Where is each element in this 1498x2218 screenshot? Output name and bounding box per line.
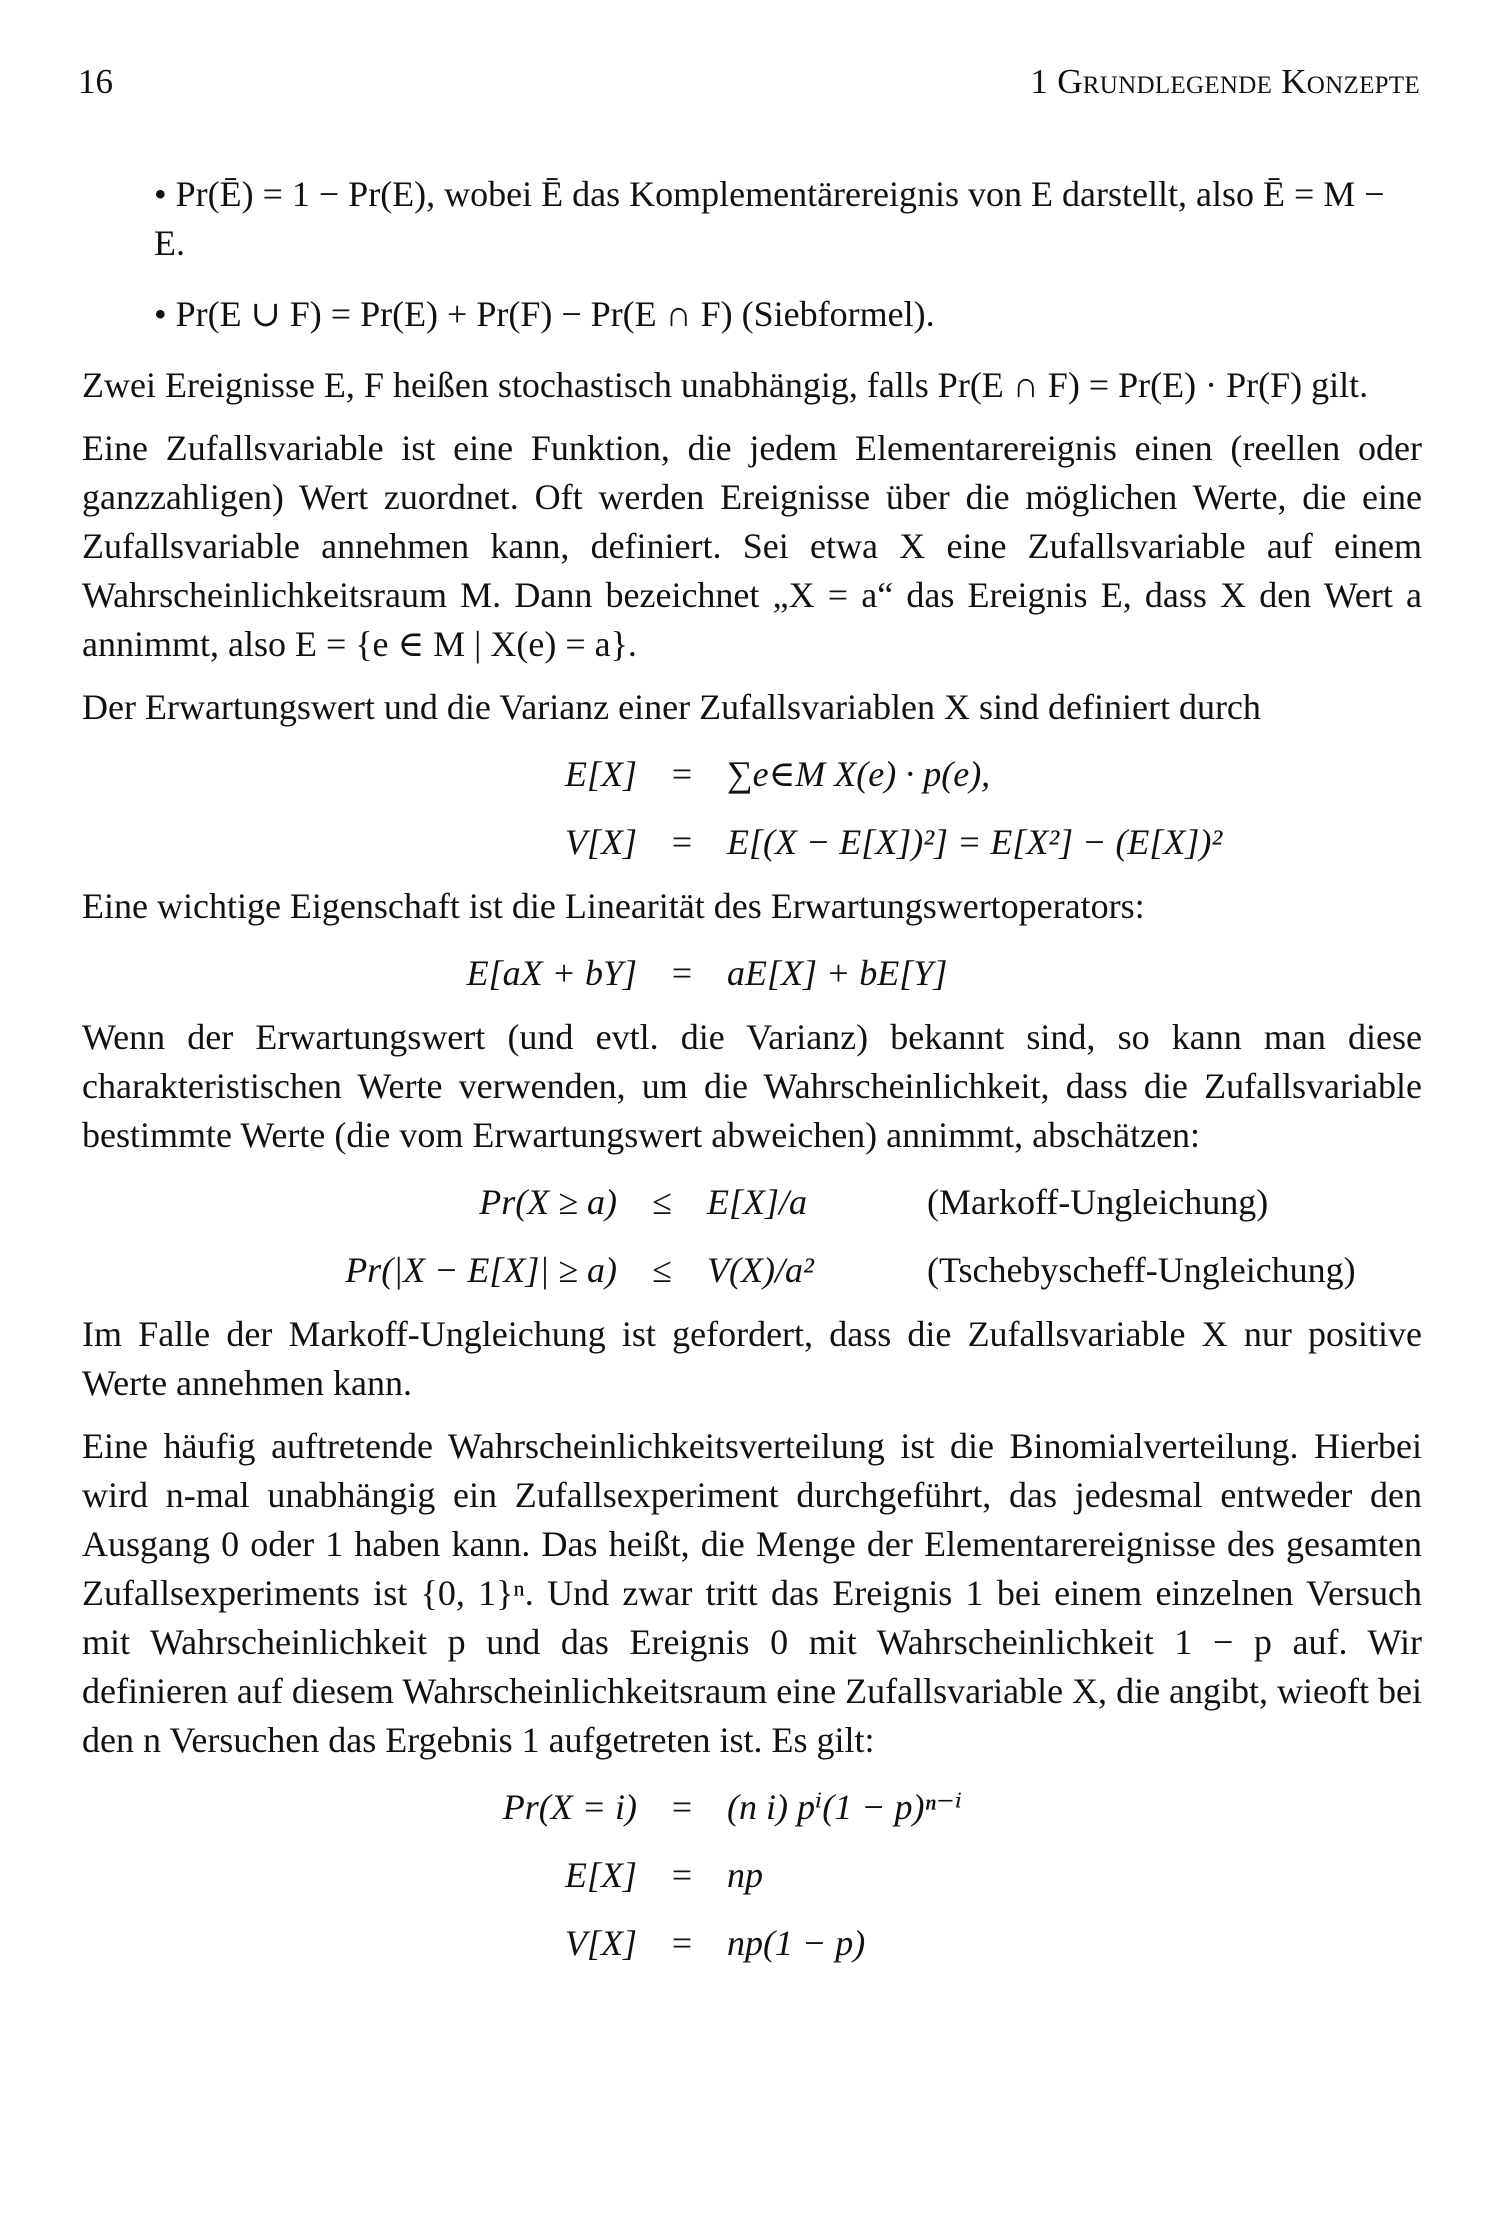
eq-rhs: np(1 − p) bbox=[727, 1923, 866, 1963]
page-body bbox=[82, 170, 1422, 1983]
eq-note: (Tschebyscheff-Ungleichung) bbox=[927, 1250, 1356, 1290]
eq-op: = bbox=[671, 953, 693, 993]
eq-op: ≤ bbox=[652, 1182, 672, 1222]
eq-lhs: E[X] bbox=[565, 754, 637, 794]
bullet-text: • Pr(Ē) = 1 − Pr(E), wobei Ē das Komplementärereignis von E darstellt, also Ē = M − E. bbox=[154, 174, 1385, 263]
eq-lhs: E[aX + bY] bbox=[466, 953, 637, 993]
paragraph-independence: Zwei Ereignisse E, F heißen stochastisch unabhängig, falls Pr(E ∩ F) = Pr(E) · Pr(F) gilt. bbox=[82, 365, 1369, 405]
eq-rhs: np bbox=[727, 1855, 763, 1895]
paragraph-random-variable: Eine Zufallsvariable ist eine Funktion, die jedem Elementarereignis einen (reellen oder ganzzahligen) Wert zuordnet. Oft werden Ereignisse über die möglichen Werte, die eine Zufallsvariable annehmen kann, definiert. Sei etwa X eine Zufallsvariable auf einem Wahrscheinlichkeitsraum M. Dann bezeichnet „X = a“ das Ereignis E, dass X den Wert a annimmt, also E = {e ∈ M | X(e) = a}. bbox=[82, 428, 1422, 664]
eq-lhs: Pr(X = i) bbox=[502, 1787, 637, 1827]
running-title: 1 Grundlegende Konzepte bbox=[1030, 62, 1420, 101]
eq-lhs: E[X] bbox=[565, 1855, 637, 1895]
paragraph-binomial: Eine häufig auftretende Wahrscheinlichkeitsverteilung ist die Binomialverteilung. Hierbei wird n-mal unabhängig ein Zufallsexperiment durchgeführt, das jedesmal entweder den Ausgang 0 oder 1 haben kann. Das heißt, die Menge der Elementarereignisse des gesamten Zufallsexperiments ist {0, 1}ⁿ. Und zwar tritt das Ereignis 1 bei einem einzelnen Versuch mit Wahrscheinlichkeit p und das Ereignis 0 mit Wahrscheinlichkeit 1 − p auf. Wir definieren auf diesem Wahrscheinlichkeitsraum eine Zufallsvariable X, die angibt, wieoft bei den n Versuchen das Ergebnis 1 aufgetreten ist. Es gilt: bbox=[82, 1426, 1422, 1760]
equation-expectation-variance bbox=[82, 746, 1422, 870]
page-header bbox=[78, 62, 1420, 112]
eq-op: = bbox=[671, 1855, 693, 1895]
eq-rhs: ∑e∈M X(e) · p(e), bbox=[727, 754, 991, 794]
eq-lhs: V[X] bbox=[565, 1923, 637, 1963]
eq-op: = bbox=[671, 1787, 693, 1827]
eq-op: = bbox=[671, 754, 693, 794]
eq-rhs: V(X)/a² bbox=[707, 1250, 814, 1290]
eq-lhs: Pr(|X − E[X]| ≥ a) bbox=[345, 1250, 617, 1290]
paragraph-markoff-note: Im Falle der Markoff-Ungleichung ist gefordert, dass die Zufallsvariable X nur positive Werte annehmen kann. bbox=[82, 1314, 1422, 1403]
eq-rhs: E[X]/a bbox=[707, 1182, 808, 1222]
equation-row bbox=[82, 814, 1422, 870]
equation-row bbox=[82, 746, 1422, 802]
page-number: 16 bbox=[78, 62, 113, 101]
equation-row bbox=[82, 1779, 1422, 1835]
eq-lhs: Pr(X ≥ a) bbox=[479, 1182, 617, 1222]
eq-note: (Markoff-Ungleichung) bbox=[927, 1182, 1269, 1222]
eq-rhs: E[(X − E[X])²] = E[X²] − (E[X])² bbox=[727, 822, 1223, 862]
eq-rhs: aE[X] + bE[Y] bbox=[727, 953, 948, 993]
equation-inequalities bbox=[82, 1174, 1422, 1298]
paragraph-linearity: Eine wichtige Eigenschaft ist die Linearität des Erwartungswertoperators: bbox=[82, 886, 1145, 926]
eq-rhs: (n i) pⁱ(1 − p)ⁿ⁻ⁱ bbox=[727, 1787, 963, 1827]
equation-row bbox=[82, 1242, 1422, 1298]
equation-row bbox=[82, 1174, 1422, 1230]
bullet-complement bbox=[82, 170, 1422, 268]
equation-row bbox=[82, 1847, 1422, 1903]
paragraph-expectation-intro: Der Erwartungswert und die Varianz einer Zufallsvariablen X sind definiert durch bbox=[82, 687, 1261, 727]
equation-row bbox=[82, 1915, 1422, 1971]
eq-op: ≤ bbox=[652, 1250, 672, 1290]
paragraph-estimate: Wenn der Erwartungswert (und evtl. die Varianz) bekannt sind, so kann man diese charakteristischen Werte verwenden, um die Wahrscheinlichkeit, dass die Zufallsvariable bestimmte Werte (die vom Erwartungswert abweichen) annimmt, abschätzen: bbox=[82, 1017, 1422, 1155]
bullet-sieve-formula bbox=[82, 290, 1422, 339]
equation-binomial bbox=[82, 1779, 1422, 1971]
equation-linearity bbox=[82, 945, 1422, 1001]
bullet-text: • Pr(E ∪ F) = Pr(E) + Pr(F) − Pr(E ∩ F) (Siebformel). bbox=[154, 294, 935, 334]
eq-lhs: V[X] bbox=[565, 822, 637, 862]
eq-op: = bbox=[671, 822, 693, 862]
eq-op: = bbox=[671, 1923, 693, 1963]
